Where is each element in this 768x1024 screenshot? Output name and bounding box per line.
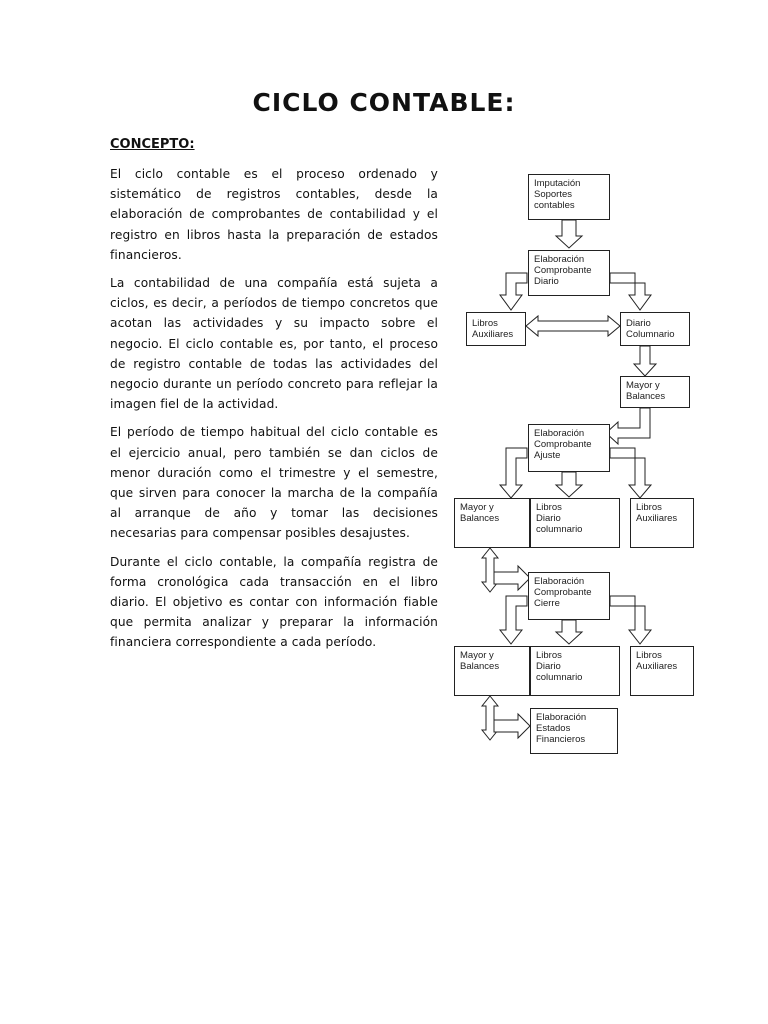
box-libros-diario-2-l3: columnario [536,524,583,535]
box-libros-diario-3-l2: Diario [536,661,561,672]
box-mayor-bal-3-l1: Mayor y [460,650,494,661]
box-diario-columnario-1 [620,312,690,346]
box-elab-estados-l2: Estados [536,723,571,734]
arrow-down-3 [556,472,582,497]
accounting-cycle-diagram [440,160,700,760]
paragraph-2: La contabilidad de una compañía está sujeta a ciclos, es decir, a períodos de tiempo concretos que acotan las actividades y su impacto sobre el negocio. El ciclo contable es, por tanto, el proceso de registro contable de todas las actividades del negocio durante un período concreto para reflejar la imagen fiel de la actividad. [110,276,438,412]
box-libros-diario-2-l1: Libros [536,502,562,513]
arrow-elbow-left-3 [500,596,527,644]
box-libros-auxiliares-2 [630,498,694,548]
box-libros-aux-2-l2: Auxiliares [636,513,678,524]
box-elab-estados-l3: Financieros [536,734,586,745]
box-libros-aux-3-l1: Libros [636,650,662,661]
box-elab-cierre-l2: Comprobante [534,587,592,598]
box-imputacion [528,174,610,220]
box-libros-auxiliares-3 [630,646,694,696]
box-imputacion-l3: contables [534,200,575,211]
box-libros-aux-2-l1: Libros [636,502,662,513]
box-elab-ajuste-l3: Ajuste [534,450,561,461]
box-libros-aux-1-l2: Auxiliares [472,329,514,340]
arrow-double-1 [526,316,620,336]
arrow-right-1 [494,566,530,590]
box-mayor-balances-3 [454,646,530,696]
box-libros-diario-3-l3: columnario [536,672,583,683]
box-imputacion-l1: Imputación [534,178,581,189]
section-heading: CONCEPTO: [110,137,195,152]
box-elab-diario-l3: Diario [534,276,559,287]
box-diario-col-1-l1: Diario [626,318,651,329]
box-elab-cierre-l1: Elaboración [534,576,585,587]
arrow-elbow-left-2 [500,448,527,498]
arrow-down-1 [556,220,582,248]
box-diario-col-1-l2: Columnario [626,329,675,340]
box-elab-estados-l1: Elaboración [536,712,587,723]
box-elab-estados [530,708,618,754]
box-mayor-bal-3-l2: Balances [460,661,500,672]
box-elab-cierre [528,572,610,620]
paragraph-4: Durante el ciclo contable, la compañía registra de forma cronológica cada transacción en el libro diario. El objetivo es contar con información fiable que permita analizar y preparar la información financiera correspondiente a cada período. [110,554,438,650]
box-elab-diario-l2: Comprobante [534,265,592,276]
box-mayor-balances-1 [620,376,690,408]
paragraph-3: El período de tiempo habitual del ciclo contable es el ejercicio anual, pero también se dan ciclos de menor duración como el trimestre y el semestre, que sirven para conocer la marcha de la compañía al arranque de año y tomar las decisiones necesarias para compensar posibles desajustes. [110,425,438,541]
arrow-vertical-1 [482,548,498,592]
box-elab-ajuste-l2: Comprobante [534,439,592,450]
box-imputacion-l2: Soportes [534,189,573,200]
arrow-elbow-right-1 [610,273,651,310]
arrow-right-2 [494,714,530,738]
box-mayor-balances-2 [454,498,530,548]
box-libros-diario-3 [530,646,620,696]
box-elab-diario [528,250,610,296]
box-libros-diario-3-l1: Libros [536,650,562,661]
arrow-elbow-right-3 [610,596,651,644]
box-elab-ajuste-l1: Elaboración [534,428,585,439]
box-mayor-bal-1-l2: Balances [626,391,666,402]
arrow-down-2 [634,346,656,376]
box-elab-cierre-l3: Cierre [534,598,560,609]
box-elab-diario-l1: Elaboración [534,254,585,265]
arrow-elbow-right-2 [610,448,651,498]
box-libros-aux-3-l2: Auxiliares [636,661,678,672]
arrow-elbow-back-1 [606,408,650,444]
body-text [110,164,438,661]
box-mayor-bal-2-l1: Mayor y [460,502,494,513]
box-libros-diario-2-l2: Diario [536,513,561,524]
box-mayor-bal-1-l1: Mayor y [626,380,660,391]
box-libros-diario-2 [530,498,620,548]
page-title: CICLO CONTABLE: [252,88,516,117]
paragraph-1: El ciclo contable es el proceso ordenado y sistemático de registros contables, desde la elaboración de comprobantes de contabilidad y el registro en libros hasta la preparación de estados financieros. [110,167,438,262]
box-mayor-bal-2-l2: Balances [460,513,500,524]
arrow-down-4 [556,620,582,644]
box-elab-ajuste [528,424,610,472]
box-libros-auxiliares-1 [466,312,526,346]
box-libros-aux-1-l1: Libros [472,318,498,329]
arrow-vertical-2 [482,696,498,740]
arrow-elbow-left-1 [500,273,527,310]
